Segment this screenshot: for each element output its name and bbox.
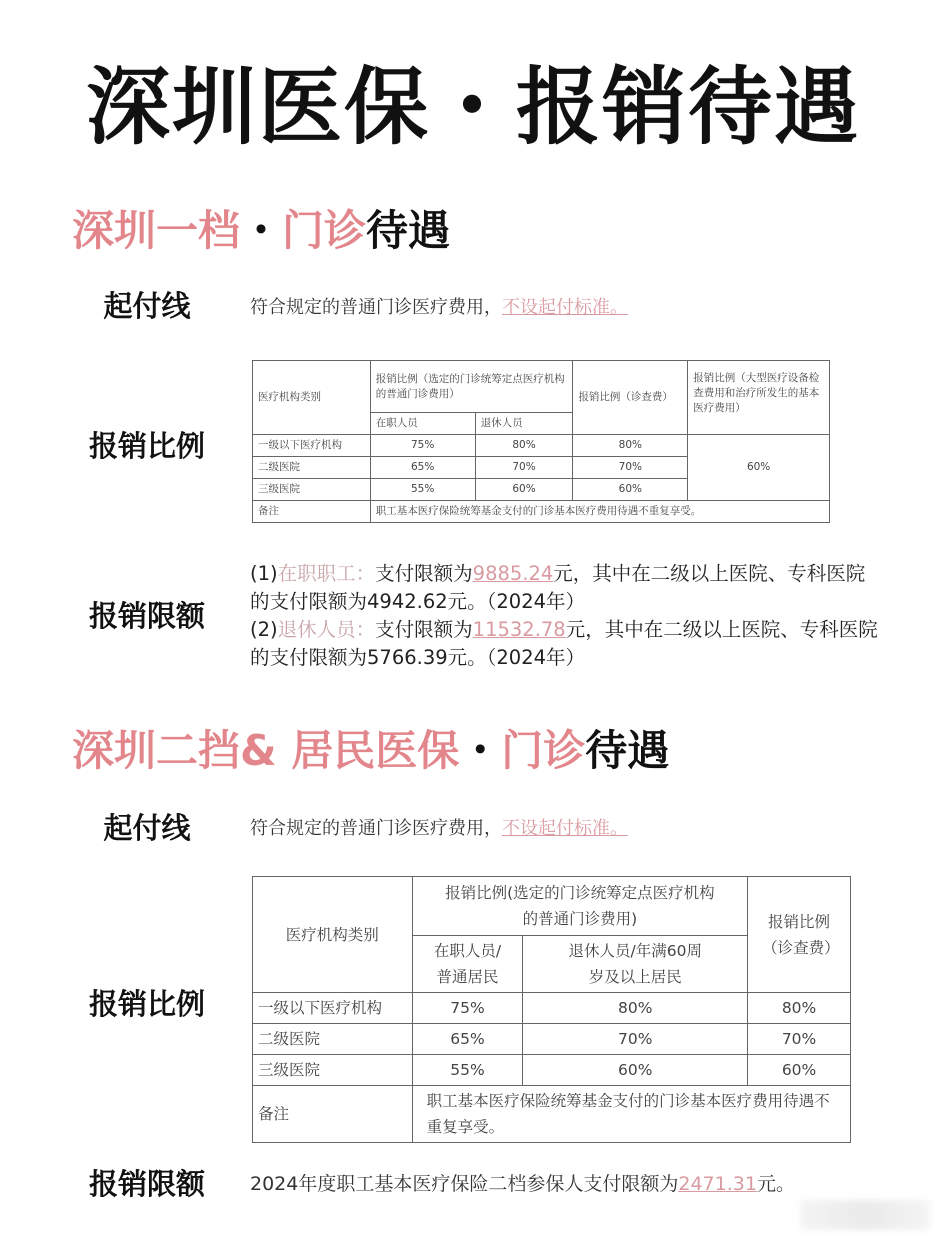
- item-amount: 9885.24: [472, 562, 554, 585]
- limit-item-employed: [250, 560, 880, 616]
- header-general: 报销比例（选定的门诊统筹定点医疗机构的普通门诊费用）: [370, 361, 573, 413]
- cell-retired: 80%: [523, 993, 748, 1024]
- row-name: 三级医院: [253, 1055, 413, 1086]
- deductible-text: [250, 814, 628, 840]
- ratio-table: [252, 876, 851, 1143]
- cell-consult: 70%: [748, 1024, 851, 1055]
- limit-text: [250, 560, 880, 672]
- item-text: 支付限额为: [375, 562, 473, 585]
- heading-part: 深圳二挡& 居民医保: [72, 726, 460, 775]
- cell-employed: 55%: [412, 1055, 523, 1086]
- heading-dot: ・: [459, 726, 502, 775]
- limit-label: 报销限额: [88, 1167, 205, 1201]
- table-remark-row: [253, 1086, 851, 1143]
- cell-retired: 80%: [475, 435, 573, 457]
- ratio-label: 报销比例: [88, 429, 205, 463]
- cell-consult: 80%: [573, 435, 688, 457]
- row-name: 一级以下医疗机构: [253, 993, 413, 1024]
- header-category: 医疗机构类别: [253, 877, 413, 993]
- cell-employed: 65%: [370, 457, 475, 479]
- cell-consult: 70%: [573, 457, 688, 479]
- cell-employed: 65%: [412, 1024, 523, 1055]
- table-row: [253, 1055, 851, 1086]
- ratio-table: [252, 360, 830, 523]
- table-row: [253, 435, 830, 457]
- header-category: 医疗机构类别: [253, 361, 371, 435]
- section1-heading: [72, 198, 450, 258]
- watermark-icon: [800, 1200, 930, 1230]
- item-prefix: (1): [250, 562, 278, 585]
- header-employed: 在职人员: [370, 413, 475, 435]
- heading-part: 深圳一档: [72, 206, 241, 255]
- table-row: [253, 1024, 851, 1055]
- section2-heading: [72, 718, 669, 778]
- item-text: 元，其中在二级以上医院、专科医院的支付限额为5766.39元。（2024年）: [250, 618, 878, 669]
- deductible-label: 起付线: [103, 811, 191, 845]
- cell-consult: 60%: [573, 479, 688, 501]
- row-name: 二级医院: [253, 457, 371, 479]
- cell-retired: 70%: [475, 457, 573, 479]
- item-prefix: (2): [250, 618, 278, 641]
- limit-text: [250, 1169, 795, 1196]
- remark-label: 备注: [253, 501, 371, 523]
- limit-amount: 2471.31: [678, 1173, 757, 1195]
- page-title: 深圳医保・报销待遇: [85, 58, 860, 156]
- deductible-desc: 符合规定的普通门诊医疗费用，: [250, 818, 502, 839]
- item-who: 在职职工：: [277, 562, 376, 585]
- cell-employed: 75%: [370, 435, 475, 457]
- cell-consult: 60%: [748, 1055, 851, 1086]
- heading-part: 门诊: [282, 206, 367, 255]
- header-retired: 退休人员: [475, 413, 573, 435]
- limit-label: 报销限额: [88, 599, 205, 633]
- header-employed: 在职人员/普通居民: [412, 936, 523, 993]
- cell-employed: 75%: [412, 993, 523, 1024]
- heading-part: 门诊: [501, 726, 586, 775]
- cell-equipment: 60%: [688, 435, 830, 501]
- cell-employed: 55%: [370, 479, 475, 501]
- limit-item-retired: [250, 616, 880, 672]
- row-name: 三级医院: [253, 479, 371, 501]
- header-general: 报销比例(选定的门诊统筹定点医疗机构的普通门诊费用): [412, 877, 747, 936]
- table-remark-row: [253, 501, 830, 523]
- heading-part: 待遇: [366, 206, 451, 255]
- heading-dot: ・: [240, 206, 283, 255]
- item-text: 元，其中在二级以上医院、专科医院的支付限额为4942.62元。（2024年）: [250, 562, 866, 613]
- deductible-highlight: 不设起付标准。: [502, 818, 628, 839]
- row-name: 一级以下医疗机构: [253, 435, 371, 457]
- row-name: 二级医院: [253, 1024, 413, 1055]
- deductible-label: 起付线: [103, 289, 191, 323]
- header-equipment: 报销比例（大型医疗设备检查费用和治疗所发生的基本医疗费用）: [688, 361, 830, 435]
- cell-retired: 60%: [523, 1055, 748, 1086]
- item-text: 支付限额为: [375, 618, 473, 641]
- cell-retired: 60%: [475, 479, 573, 501]
- header-consult: 报销比例（诊查费）: [748, 877, 851, 993]
- remark-text: 职工基本医疗保险统筹基金支付的门诊基本医疗费用待遇不重复享受。: [412, 1086, 850, 1143]
- header-consult: 报销比例（诊查费）: [573, 361, 688, 435]
- deductible-text: [250, 293, 628, 319]
- item-who: 退休人员：: [277, 618, 376, 641]
- deductible-highlight: 不设起付标准。: [502, 297, 628, 318]
- ratio-label: 报销比例: [88, 987, 205, 1021]
- cell-retired: 70%: [523, 1024, 748, 1055]
- deductible-desc: 符合规定的普通门诊医疗费用，: [250, 297, 502, 318]
- remark-text: 职工基本医疗保险统筹基金支付的门诊基本医疗费用待遇不重复享受。: [370, 501, 829, 523]
- cell-consult: 80%: [748, 993, 851, 1024]
- limit-suffix: 元。: [756, 1173, 795, 1195]
- table-row: [253, 993, 851, 1024]
- item-amount: 11532.78: [472, 618, 566, 641]
- limit-desc: 2024年度职工基本医疗保险二档参保人支付限额为: [250, 1173, 679, 1195]
- remark-label: 备注: [253, 1086, 413, 1143]
- header-retired: 退休人员/年满60周岁及以上居民: [523, 936, 748, 993]
- heading-part: 待遇: [585, 726, 670, 775]
